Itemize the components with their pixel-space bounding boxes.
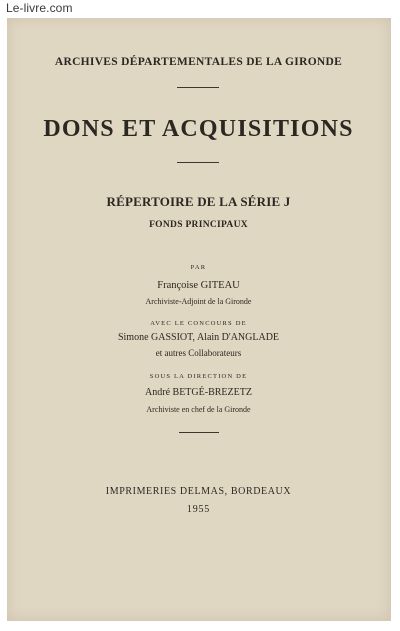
publication-year: 1955 [186,504,211,515]
direction-label: SOUS LA DIRECTION DE [149,373,248,380]
publisher-name: IMPRIMERIES DELMAS, BORDEAUX [105,486,292,497]
concours-label: AVEC LE CONCOURS DE [150,320,247,327]
book-title: DONS ET ACQUISITIONS [43,116,354,142]
book-cover [7,18,391,621]
divider-rule [177,87,219,88]
book-subtitle: RÉPERTOIRE DE LA SÉRIE J [106,194,291,209]
director-role: Archiviste en chef de la Gironde [146,405,251,414]
director-name: André BETGÉ-BREZETZ [145,387,252,398]
par-label: PAR [190,264,207,271]
series-label: FONDS PRINCIPAUX [149,220,248,230]
contributors-names: Simone GASSIOT, Alain D'ANGLADE [117,332,280,343]
author-name: Françoise GITEAU [157,280,240,291]
author-role: Archiviste-Adjoint de la Gironde [145,297,252,306]
divider-rule [179,432,219,433]
watermark-text: Le-livre.com [6,1,73,15]
contributors-more: et autres Collaborateurs [155,348,242,358]
divider-rule [177,162,219,163]
institution-heading: ARCHIVES DÉPARTEMENTALES DE LA GIRONDE [54,56,343,68]
